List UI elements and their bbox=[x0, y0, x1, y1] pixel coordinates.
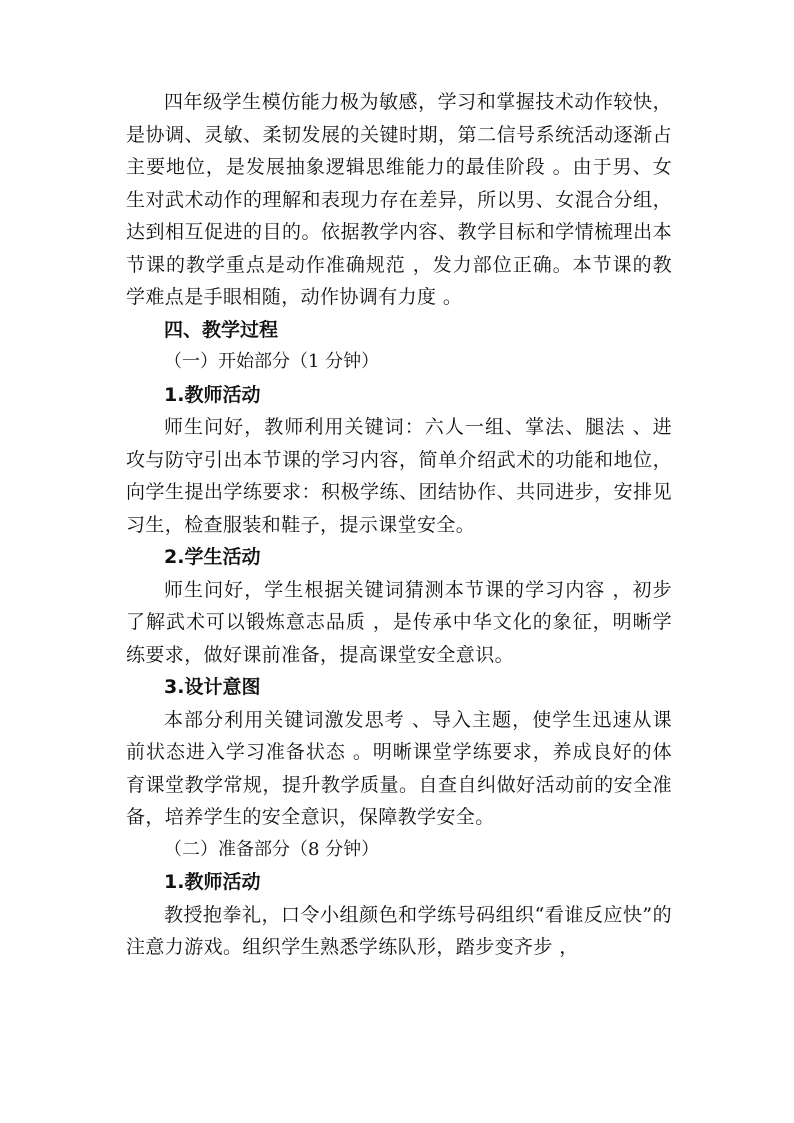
heading-teacher-activity-2: 1.教师活动 bbox=[164, 871, 261, 893]
subsection-heading-preparation: （二）准备部分（8 分钟） bbox=[164, 838, 380, 860]
document-body bbox=[126, 86, 672, 964]
paragraph-student-analysis: 四年级学生模仿能力极为敏感，学习和掌握技术动作较快，是协调、灵敏、柔韧发展的关键时期，第二信号系统活动逐渐占主要地位，是发展抽象逻辑思维能力的最佳阶段 。由于男、女生对武术动作的理解和表现力存在差异，所以男、女混合分组，达到相互促进的目的。依据教学内容、教学目标和学情梳理出本节课的教学重点是动作准确规范 ，发力部位正确。本节课的教学难点是手眼相随，动作协调有力度 。 bbox=[126, 91, 672, 308]
paragraph-teacher-activity-2: 教授抱拳礼，口令小组颜色和学练号码组织“看谁反应快”的注意力游戏。组织学生熟悉学练队形，踏步变齐步 ， bbox=[126, 903, 672, 958]
paragraph-student-activity: 师生问好，学生根据关键词猜测本节课的学习内容 ，初步了解武术可以锻炼意志品质 ，是传承中华文化的象征，明晰学练要求，做好课前准备，提高课堂安全意识。 bbox=[126, 578, 672, 666]
heading-design-intent: 3.设计意图 bbox=[164, 676, 261, 698]
paragraph-design-intent: 本部分利用关键词激发思考 、导入主题，使学生迅速从课前状态进入学习准备状态 。明晰课堂学练要求，养成良好的体育课堂教学常规，提升教学质量。自查自纠做好活动前的安全准备，培养学生的安全意识，保障教学安全。 bbox=[126, 708, 672, 828]
subsection-heading-opening: （一）开始部分（1 分钟） bbox=[164, 351, 380, 372]
heading-student-activity: 2.学生活动 bbox=[164, 546, 261, 568]
heading-teacher-activity: 1.教师活动 bbox=[164, 383, 261, 406]
paragraph-teacher-activity: 师生问好，教师利用关键词：六人一组、掌法、腿法 、进攻与防守引出本节课的学习内容，简单介绍武术的功能和地位，向学生提出学练要求：积极学练、团结协作、共同进步，安排见习生，检查服装和鞋子，提示课堂安全。 bbox=[126, 416, 672, 536]
section-heading-teaching-process: 四、教学过程 bbox=[164, 318, 279, 341]
